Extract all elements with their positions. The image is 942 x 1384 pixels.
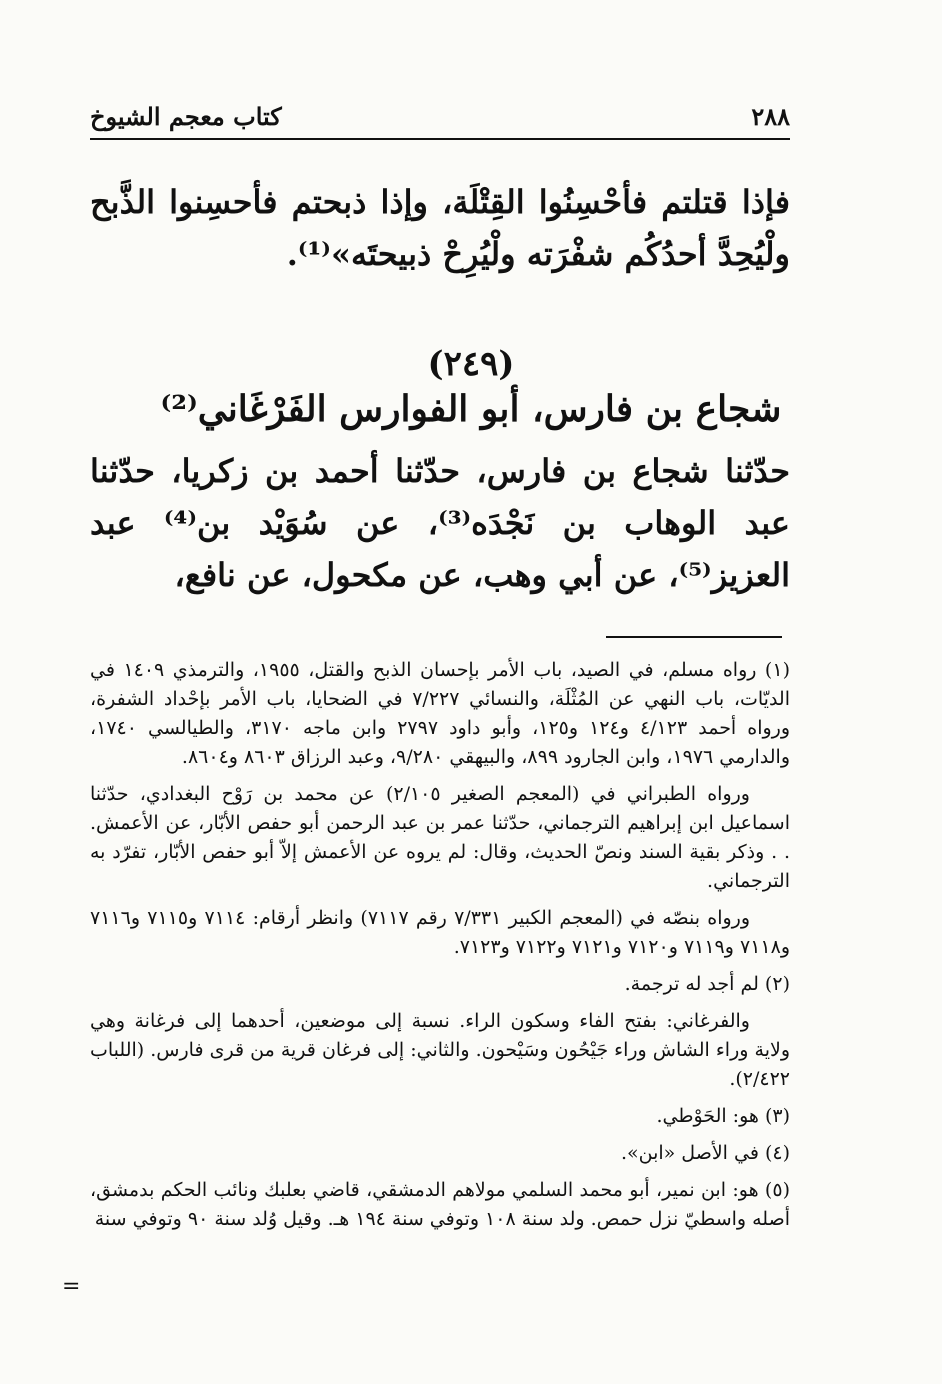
footnote-3: (٣) هو: الحَوْطي. xyxy=(656,1105,790,1127)
page-number: ٢٨٨ xyxy=(751,102,790,131)
entry-title: شجاع بن فارس، أبو الفوارس الفَرْغَاني⁽²⁾ xyxy=(160,388,782,430)
entry-number: (٢٤٩) xyxy=(427,344,515,384)
footnote-1-continuation: ورواه بنصّه في (المعجم الكبير ٧/٣٣١ رقم ٧١١٧) وانظر أرقام: ٧١١٤ و٧١١٥ و٧١١٦ و٧١١٨ و٧١١٩ و٧١٢٠ و٧١٢١ و٧١٢٢ و٧١٢٣. xyxy=(90,907,790,958)
footnote-1-continuation: ورواه الطبراني في (المعجم الصغير ٢/١٠٥) عن محمد بن رَوْح البغدادي، حدّثنا اسماعيل ابن إبراهيم الترجماني، حدّثنا عمر بن عبد الرحمن أبو حفص الأبّار، عن الأعمش. . . وذكر بقية السند ونصّ الحديث، وقال: لم يروه عن الأعمش إلاّ أبو حفص الأبّار، تفرّد به الترجماني. xyxy=(90,783,790,892)
footnote-separator xyxy=(606,636,782,638)
footnote-2: (٢) لم أجد له ترجمة. xyxy=(624,973,790,995)
continuation-mark: = xyxy=(62,1274,81,1299)
page-header xyxy=(90,100,790,140)
footnotes xyxy=(90,656,790,1242)
running-title: كتاب معجم الشيوخ xyxy=(90,102,282,131)
hadith-continuation: فإذا قتلتم فأحْسِنُوا القِتْلَة، وإذا ذبحتم فأحسِنوا الذَّبح ولْيُحِدَّ أحدُكُم شفْرَته ولْيُرِحْ ذبيحتَه»⁽¹⁾. xyxy=(90,183,791,273)
footnote-5: (٥) هو: ابن نمير، أبو محمد السلمي مولاهم الدمشقي، قاضي بعلبك ونائب الحكم بدمشق، أصله واسطيّ نزل حمص. ولد سنة ١٠٨ وتوفي سنة ١٩٤ هـ. وقيل وُلد سنة ٩٠ وتوفي سنة xyxy=(90,1179,790,1230)
header-rule xyxy=(90,138,790,140)
footnote-4: (٤) في الأصل «ابن». xyxy=(620,1142,790,1164)
footnote-1: (١) رواه مسلم، في الصيد، باب الأمر بإحسان الذبح والقتل، ١٩٥٥، والترمذي ١٤٠٩ في الديّات، باب النهي عن المُثْلَة، والنسائي ٧/٢٢٧ في الضحايا، باب الأمر بإحْداد الشفرة، ورواه أحمد ٤/١٢٣ و١٢٤ و١٢٥، وأبو داود ٢٧٩٧ وابن ماجه ٣١٧٠، والطيالسي ١٧٤٠، والدارمي ١٩٧٦، وابن الجارود ٨٩٩، والبيهقي ٩/٢٨٠، وعبد الرزاق ٨٦٠٣ و٨٦٠٤. xyxy=(90,659,791,768)
footnote-2-continuation: والفرغاني: بفتح الفاء وسكون الراء. نسبة إلى موضعين، أحدهما إلى فرغانة وهي ولاية وراء الشاش وراء جَيْحُون وسَيْحون. والثاني: إلى فرغان قرية من قرى فارس. (اللباب ٢/٤٢٢). xyxy=(90,1010,790,1090)
hadith-chain-text: حدّثنا شجاع بن فارس، حدّثنا أحمد بن زكريا، حدّثنا عبد الوهاب بن نَجْدَه⁽³⁾، عن سُوَيْد بن⁽⁴⁾ عبد العزيز⁽⁵⁾، عن أبي وهب، عن مكحول، عن نافع، xyxy=(90,452,791,594)
